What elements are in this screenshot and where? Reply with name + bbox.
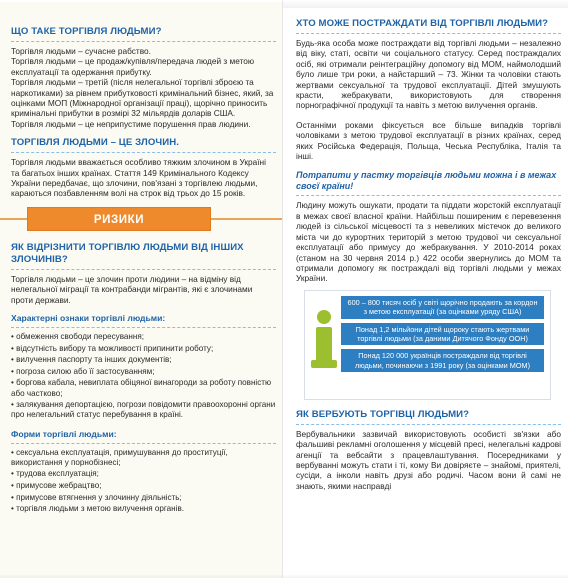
list-item: • вилучення паспорту та інших документів;: [11, 355, 276, 365]
risk-label: РИЗИКИ: [27, 207, 211, 231]
section-title-own-country: Потрапити у пастку торгівців людьми можна і в межах своєї країни!: [296, 170, 557, 192]
section-title-what-is: ЩО ТАКЕ ТОРГІВЛЯ ЛЮДЬМИ?: [11, 26, 162, 37]
list-item: • боргова кабала, невиплата обіцяної винагороди за роботу повністю або частково;: [11, 378, 276, 398]
section-title-crime: ТОРГІВЛЯ ЛЮДЬМИ – ЦЕ ЗЛОЧИН.: [11, 137, 180, 149]
left-content: [11, 26, 276, 516]
list-item: • обмеження свободи пересування;: [11, 332, 276, 342]
paragraph: Торгівля людьми – це продаж/купівля/передача людей з метою експлуатації та одержання прибутку.: [11, 56, 255, 77]
divider: [11, 152, 276, 153]
paragraph: Будь-яка особа може постраждати від торгівлі людьми – незалежно від віку, статі, освіти чи соціального статусу. Серед постраждалих осіб, які отримали реінтеграційну допомогу від МОМ, наймолодший було лише три роки, а найстарший – 73. Жінки та чоловіки стають жертвами сексуальної та трудової експлуатації. Дітей змушують красти, жебракувати, використовують для створення порнографічної продукції та навіть з метою вилучення органів.: [296, 38, 561, 111]
divider: [11, 41, 276, 42]
divider: [11, 327, 276, 328]
statistic-line: Понад 1,2 мільйони дітей щороку стають жертвами торгівлі людьми (за даними Дитячого Фонду ООН): [341, 323, 544, 346]
section-title-forms: Форми торгівлі людьми:: [11, 428, 117, 439]
statistics-lines: [341, 296, 544, 372]
paragraph: Вербувальники зазвичай використовують особисті зв'язки або фальшиві рекламні оголошення у місцевій пресі, нелегальні кадрові агенції та вебсайти з працевлаштування. Посередниками у вербуванні можуть стати і ті, кому Ви довіряєте – знайомі, приятелі, сусіди, а інколи навіть друзі або родичі. Часом вони й самі не знають, якими насправді: [296, 428, 561, 491]
divider: [296, 424, 561, 425]
section-title-recruit: ЯК ВЕРБУЮТЬ ТОРГІВЦІ ЛЮДЬМИ?: [296, 408, 470, 420]
list-item: • залякування депортацією, погрози повідомити правоохоронні органи про нелегальний статус перебування в країні.: [11, 400, 276, 420]
divider: [296, 195, 561, 196]
risk-banner: [11, 207, 276, 231]
paragraph: Останніми роками фіксується все більше випадків торгівлі чоловіками з метою трудової експлуатації в різних країнах, серед яких Російська Федерація, Польща, Чеська Республіка, Італія та інші.: [296, 119, 561, 162]
section-title-who: ХТО МОЖЕ ПОСТРАЖДАТИ ВІД ТОРГІВЛІ ЛЮДЬМИ?: [296, 18, 549, 29]
paragraph: Торгівля людьми – це злочин проти людини – на відміну від нелегальної міграції та контрабанди мігрантів, які є злочинами проти держави.: [11, 273, 253, 305]
paragraph: Торгівля людьми – сучасне рабство.: [11, 46, 151, 56]
paragraph: Торгівля людьми – третій (після нелегальної торгівлі зброєю та наркотиками) за рівнем прибутковості кримінальний бізнес, який, за оцінками МОП (Міжнародної організації праці), щорічно приносить кримінальні прибутки в розмірі 32 мільярдів доларів США.: [11, 77, 274, 119]
right-page: [283, 0, 568, 578]
right-content: [296, 18, 561, 491]
info-i-icon: [309, 310, 341, 394]
statistic-line: 600 – 800 тисяч осіб у світі щорічно продають за кордон з метою експлуатації (за оцінками уряду США): [341, 296, 544, 319]
section-title-signs: Характерні ознаки торгівлі людьми:: [11, 313, 166, 324]
statistics-box: [304, 290, 551, 400]
list-item: • торгівля людьми з метою вилучення органів.: [11, 504, 276, 514]
divider: [11, 443, 276, 444]
paragraph: Торгівля людьми – це неприпустиме порушення прав людини.: [11, 118, 251, 129]
paragraph: Торгівля людьми вважається особливо тяжким злочином в Україні та багатьох інших країнах. Стаття 149 Кримінального Кодексу України передбачає, що злочини, пов'язані з торгівлею людьми, караються позбавленням волі на строк від трьох до 15 років.: [11, 157, 266, 199]
forms-list: [11, 448, 276, 515]
list-item: • примусове жебрацтво;: [11, 481, 276, 491]
left-page: [0, 0, 283, 578]
paragraph: Людину можуть ошукати, продати та піддати жорстокій експлуатації в межах своєї власної країни. Найбільш поширеним є перевезення людей із сільської місцевості та з невеликих містечок до великого міста чи до курортних територій з метою трудової чи сексуальної експлуатації або примусу до жебракування. У 2010-2014 роках (станом на 30 червня 2014 р.) 422 особи звернулись до МОМ та отримали допомогу як постраждалі від торгівлі людьми у межах України.: [296, 200, 561, 284]
list-item: • сексуальна експлуатація, примушування до проституції, використання у порнобізнесі;: [11, 448, 276, 468]
list-item: • відсутність вибору та можливості припинити роботу;: [11, 344, 276, 354]
divider: [296, 33, 561, 34]
list-item: • трудова експлуатація;: [11, 469, 276, 479]
divider: [11, 269, 276, 270]
signs-list: [11, 332, 276, 421]
list-item: • погроза силою або її застосуванням;: [11, 367, 276, 377]
statistic-line: Понад 120 000 українців постраждали від торгівлі людьми, починаючи з 1991 року (за оцінками МОМ): [341, 349, 544, 372]
list-item: • примусове втягнення у злочинну діяльність;: [11, 493, 276, 503]
section-title-distinguish: ЯК ВІДРІЗНИТИ ТОРГІВЛЮ ЛЮДЬМИ ВІД ІНШИХ ЗЛОЧИНІВ?: [11, 241, 244, 265]
